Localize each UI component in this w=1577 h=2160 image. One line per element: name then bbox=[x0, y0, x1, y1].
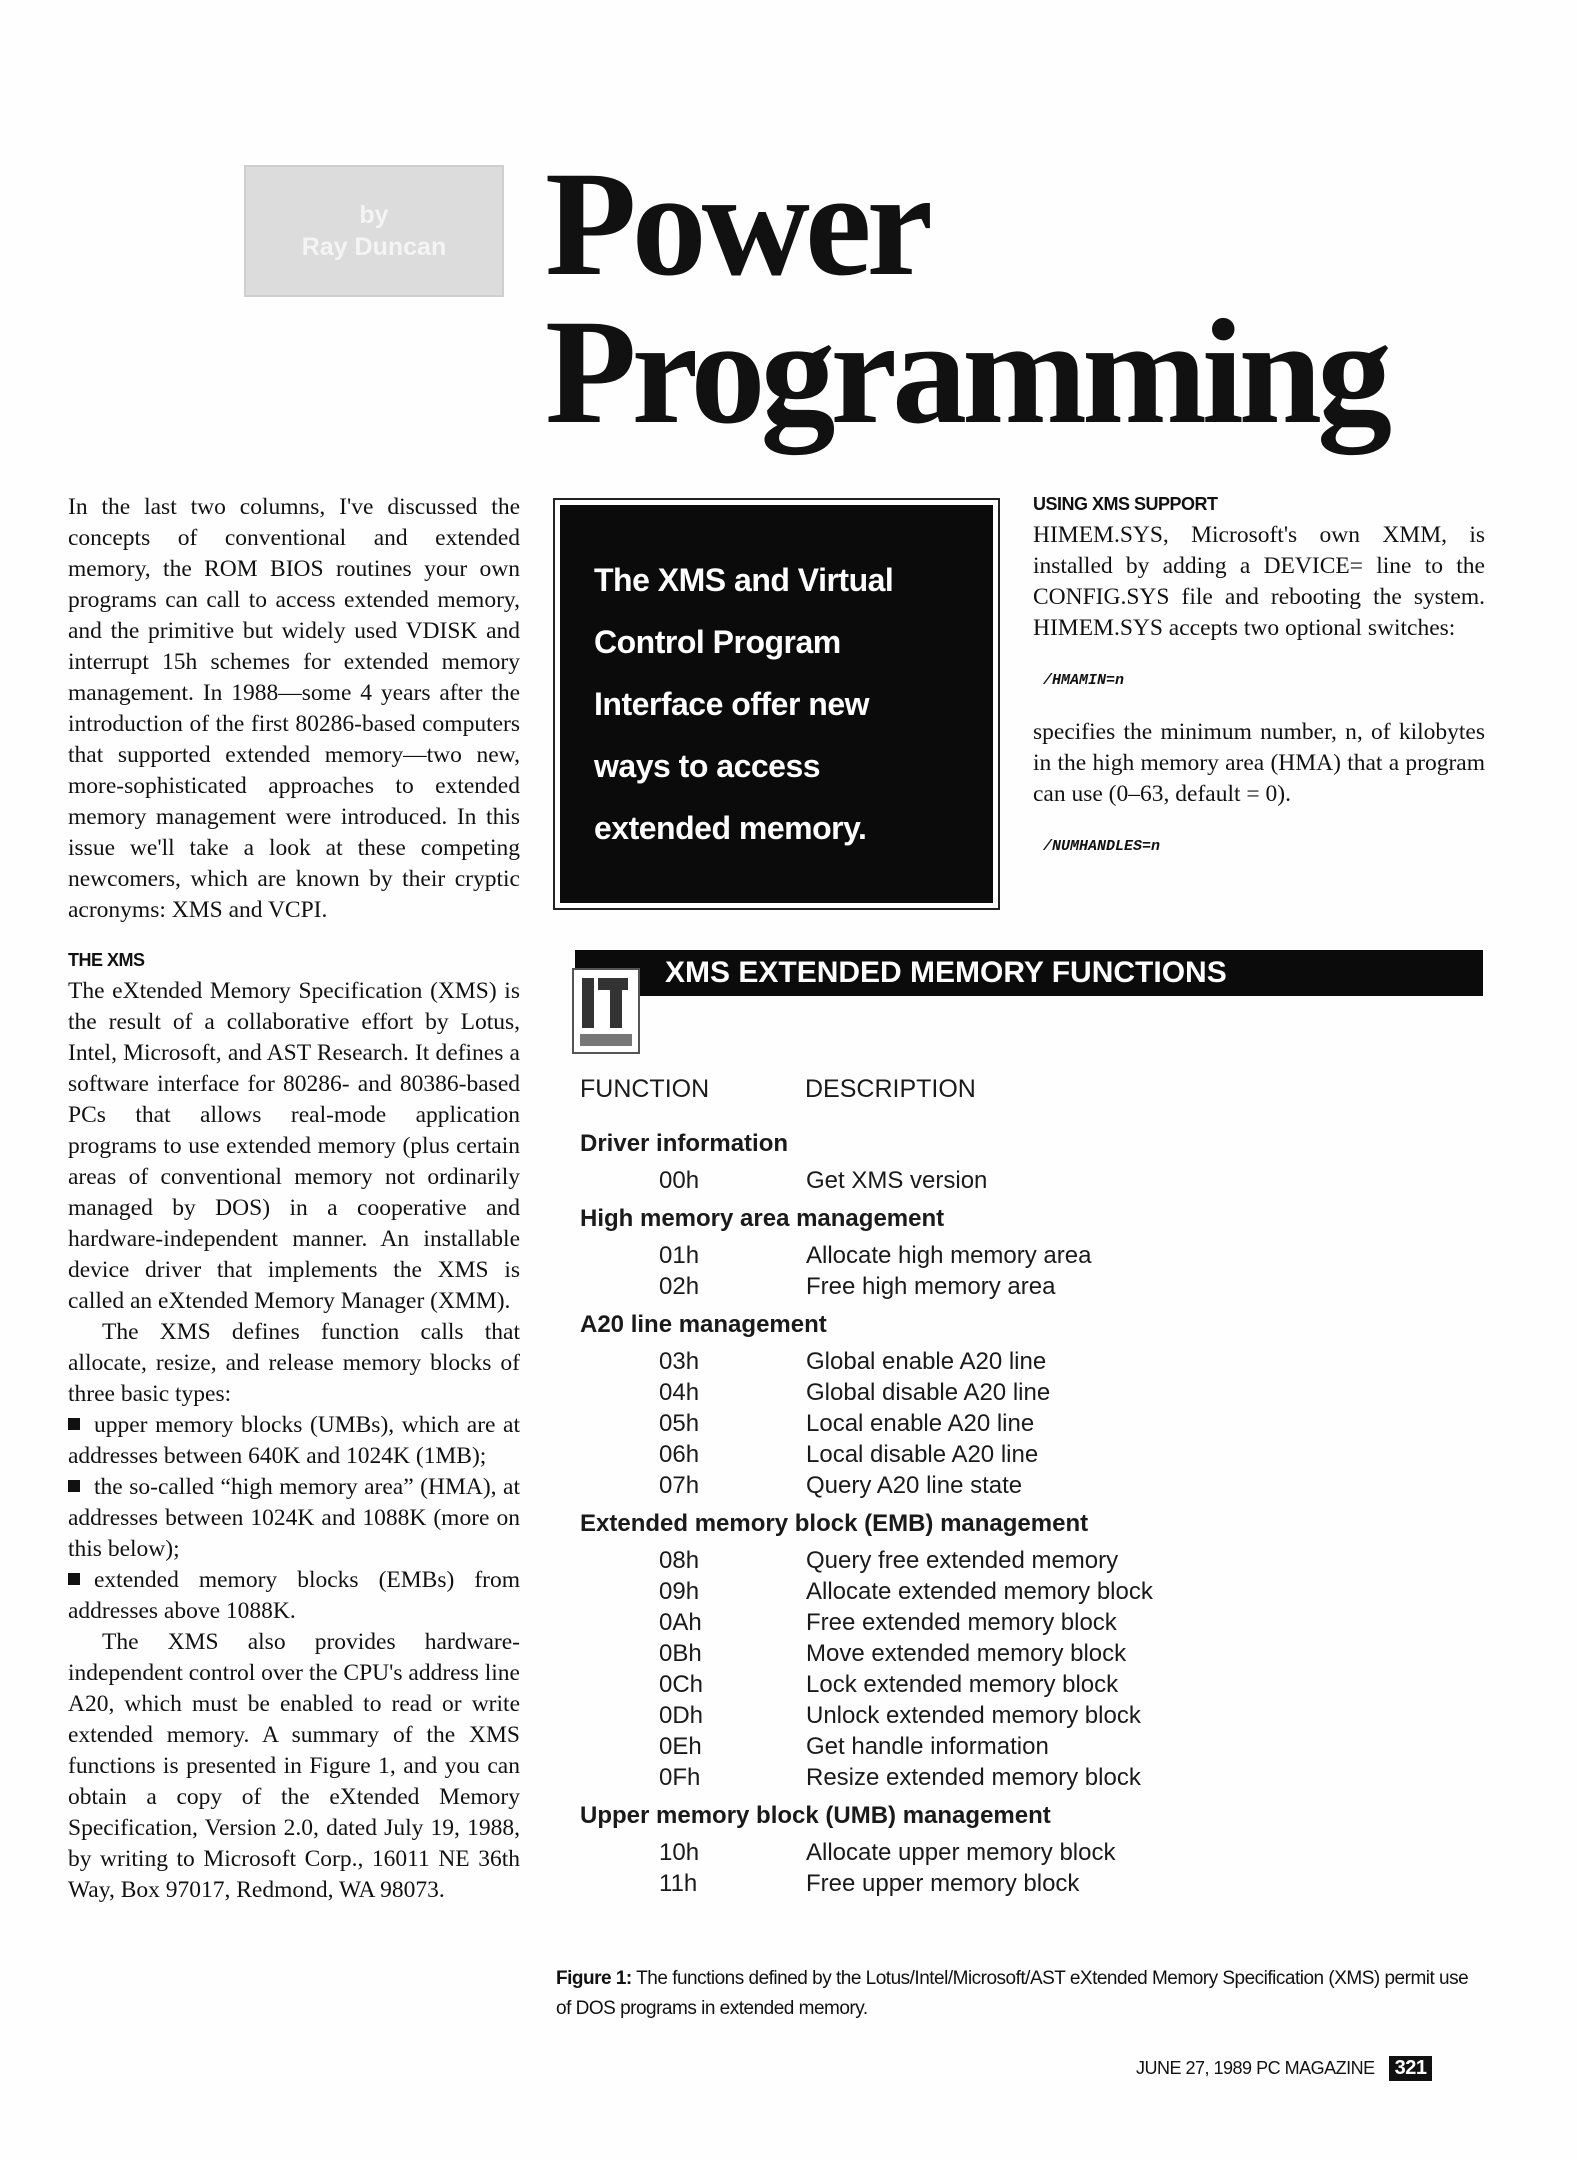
table-row bbox=[580, 1700, 1460, 1731]
code-switch-hmamin: /HMAMIN=n bbox=[1043, 672, 1125, 689]
function-groups bbox=[580, 1129, 1460, 1899]
table-header bbox=[580, 1075, 1460, 1115]
function-description: Unlock extended memory block bbox=[806, 1702, 1141, 1729]
table-row bbox=[580, 1576, 1460, 1607]
function-description: Move extended memory block bbox=[806, 1640, 1127, 1667]
function-code: 09h bbox=[659, 1578, 700, 1605]
xms-paragraph-1: The eXtended Memory Specification (XMS) is the result of a collaborative effort by Lotus, Intel, Microsoft, and AST Research. It defines a software interface for 80286- and 80386-based PCs that allows real-mode application programs to use extended memory (plus certain areas of conventional memory not ordinarily managed by DOS) in a cooperative and hardware-independent manner. An installable device driver that implements the XMS is called an eXtended Memory Manager (XMM). bbox=[68, 978, 520, 1314]
page-title bbox=[545, 141, 1555, 455]
section-heading-using-xms: USING XMS SUPPORT bbox=[1033, 494, 1218, 514]
page-number: 321 bbox=[1389, 2056, 1433, 2081]
function-code: 0Fh bbox=[659, 1764, 701, 1791]
function-code: 10h bbox=[659, 1839, 700, 1866]
bullet-item bbox=[68, 1565, 520, 1627]
title-line-1: Power bbox=[545, 141, 929, 307]
function-code: 0Ah bbox=[659, 1609, 702, 1636]
article-column-3 bbox=[1033, 492, 1485, 883]
page-footer bbox=[1136, 2056, 1432, 2081]
function-description: Lock extended memory block bbox=[806, 1671, 1119, 1698]
group-title: High memory area management bbox=[580, 1205, 945, 1232]
function-code: 08h bbox=[659, 1547, 700, 1574]
bullet-square-icon bbox=[68, 1573, 80, 1585]
bullet-text: upper memory blocks (UMBs), which are at addresses between 640K and 1024K (1MB); bbox=[68, 1412, 520, 1469]
function-description: Free upper memory block bbox=[806, 1870, 1080, 1897]
function-description: Resize extended memory block bbox=[806, 1764, 1141, 1791]
function-code: 0Dh bbox=[659, 1702, 704, 1729]
figure-title-bar: XMS EXTENDED MEMORY FUNCTIONS bbox=[575, 950, 1483, 996]
function-code: 00h bbox=[659, 1167, 700, 1194]
bullet-item bbox=[68, 1410, 520, 1472]
pull-quote-line: The XMS and Virtual bbox=[594, 562, 894, 598]
table-row bbox=[580, 1470, 1460, 1501]
function-code: 04h bbox=[659, 1379, 700, 1406]
table-row bbox=[580, 1240, 1460, 1271]
group-title: Driver information bbox=[580, 1130, 789, 1157]
function-code: 03h bbox=[659, 1348, 700, 1375]
function-description: Allocate extended memory block bbox=[806, 1578, 1153, 1605]
function-description: Global disable A20 line bbox=[806, 1379, 1051, 1406]
bullet-item bbox=[68, 1472, 520, 1565]
title-line-2: Programming bbox=[545, 289, 1388, 455]
function-code: 07h bbox=[659, 1472, 700, 1499]
table-row bbox=[580, 1408, 1460, 1439]
xms-paragraph-3: The XMS also provides hardware-independent control over the CPU's address line A20, which must be enabled to read or write extended memory. A summary of the XMS functions is presented in Figure 1, and you can obtain a copy of the eXtended Memory Specification, Version 2.0, dated July 19, 1988, by writing to Microsoft Corp., 16011 NE 36th Way, Box 97017, Redmond, WA 98073. bbox=[68, 1629, 520, 1903]
function-description: Query free extended memory bbox=[806, 1547, 1119, 1574]
byline-box bbox=[244, 165, 504, 297]
function-description: Get XMS version bbox=[806, 1167, 988, 1194]
table-row bbox=[580, 1837, 1460, 1868]
pull-quote-line: extended memory. bbox=[594, 810, 867, 846]
pull-quote-line: ways to access bbox=[594, 748, 821, 784]
group-title: A20 line management bbox=[580, 1311, 827, 1338]
column-header-description: DESCRIPTION bbox=[805, 1075, 976, 1103]
function-code: 02h bbox=[659, 1273, 700, 1300]
table-row bbox=[580, 1731, 1460, 1762]
byline-author: Ray Duncan bbox=[301, 233, 447, 261]
function-description: Local disable A20 line bbox=[806, 1441, 1039, 1468]
section-heading-xms: THE XMS bbox=[68, 950, 145, 970]
table-row bbox=[580, 1868, 1460, 1899]
figure-caption bbox=[556, 1964, 1476, 2024]
function-code: 06h bbox=[659, 1441, 700, 1468]
group-title: Upper memory block (UMB) management bbox=[580, 1802, 1051, 1829]
function-description: Local enable A20 line bbox=[806, 1410, 1035, 1437]
function-code: 05h bbox=[659, 1410, 700, 1437]
function-description: Allocate upper memory block bbox=[806, 1839, 1116, 1866]
pull-quote bbox=[560, 505, 993, 903]
figure-function-table bbox=[580, 1075, 1460, 1899]
caption-label: Figure 1: bbox=[556, 1968, 632, 1989]
pc-magazine-logo-icon bbox=[572, 968, 640, 1054]
table-row bbox=[580, 1439, 1460, 1470]
function-description: Get handle information bbox=[806, 1733, 1049, 1760]
table-row bbox=[580, 1545, 1460, 1576]
table-row bbox=[580, 1165, 1460, 1196]
bullet-text: the so-called “high memory area” (HMA), at addresses between 1024K and 1088K (more on this below); bbox=[68, 1474, 520, 1562]
pull-quote-box bbox=[553, 498, 1000, 910]
table-row bbox=[580, 1377, 1460, 1408]
function-code: 0Ch bbox=[659, 1671, 704, 1698]
function-code: 0Eh bbox=[659, 1733, 702, 1760]
table-row bbox=[580, 1607, 1460, 1638]
function-code: 01h bbox=[659, 1242, 700, 1269]
table-row bbox=[580, 1271, 1460, 1302]
table-row bbox=[580, 1346, 1460, 1377]
function-code: 11h bbox=[659, 1870, 698, 1897]
article-column-1 bbox=[68, 492, 520, 1906]
bullet-text: extended memory blocks (EMBs) from addresses above 1088K. bbox=[68, 1567, 520, 1624]
function-description: Free extended memory block bbox=[806, 1609, 1117, 1636]
function-description: Query A20 line state bbox=[806, 1472, 1023, 1499]
pull-quote-line: Interface offer new bbox=[594, 686, 870, 722]
byline-by: by bbox=[359, 201, 389, 229]
table-row bbox=[580, 1669, 1460, 1700]
using-xms-paragraph-2: specifies the minimum number, n, of kilobytes in the high memory area (HMA) that a program can use (0–63, default = 0). bbox=[1033, 719, 1485, 807]
pull-quote-line: Control Program bbox=[594, 624, 841, 660]
bullet-square-icon bbox=[68, 1418, 80, 1430]
intro-paragraph: In the last two columns, I've discussed the concepts of conventional and extended memory, the ROM BIOS routines your own programs can call to access extended memory, and the primitive but widely used VDISK and interrupt 15h schemes for extended memory management. In 1988—some 4 years after the introduction of the first 80286-based computers that supported extended memory—two new, more-sophisticated approaches to extended memory management were introduced. In this issue we'll take a look at these competing newcomers, which are known by their cryptic acronyms: XMS and VCPI. bbox=[68, 494, 520, 923]
group-title: Extended memory block (EMB) management bbox=[580, 1510, 1089, 1537]
column-header-function: FUNCTION bbox=[580, 1075, 710, 1103]
function-description: Global enable A20 line bbox=[806, 1348, 1047, 1375]
table-row bbox=[580, 1638, 1460, 1669]
function-description: Allocate high memory area bbox=[806, 1242, 1092, 1269]
code-switch-numhandles: /NUMHANDLES=n bbox=[1043, 838, 1161, 855]
table-row bbox=[580, 1762, 1460, 1793]
using-xms-paragraph-1: HIMEM.SYS, Microsoft's own XMM, is installed by adding a DEVICE= line to the CONFIG.SYS file and rebooting the system. HIMEM.SYS accepts two optional switches: bbox=[1033, 522, 1485, 641]
xms-paragraph-2: The XMS defines function calls that allocate, resize, and release memory blocks of three basic types: bbox=[68, 1319, 520, 1407]
function-code: 0Bh bbox=[659, 1640, 702, 1667]
footer-text: JUNE 27, 1989 PC MAGAZINE bbox=[1136, 2058, 1375, 2078]
caption-text: The functions defined by the Lotus/Intel/Microsoft/AST eXtended Memory Specification (XMS) permit use of DOS programs in extended memory. bbox=[556, 1968, 1469, 2019]
bullet-square-icon bbox=[68, 1480, 80, 1492]
function-description: Free high memory area bbox=[806, 1273, 1056, 1300]
